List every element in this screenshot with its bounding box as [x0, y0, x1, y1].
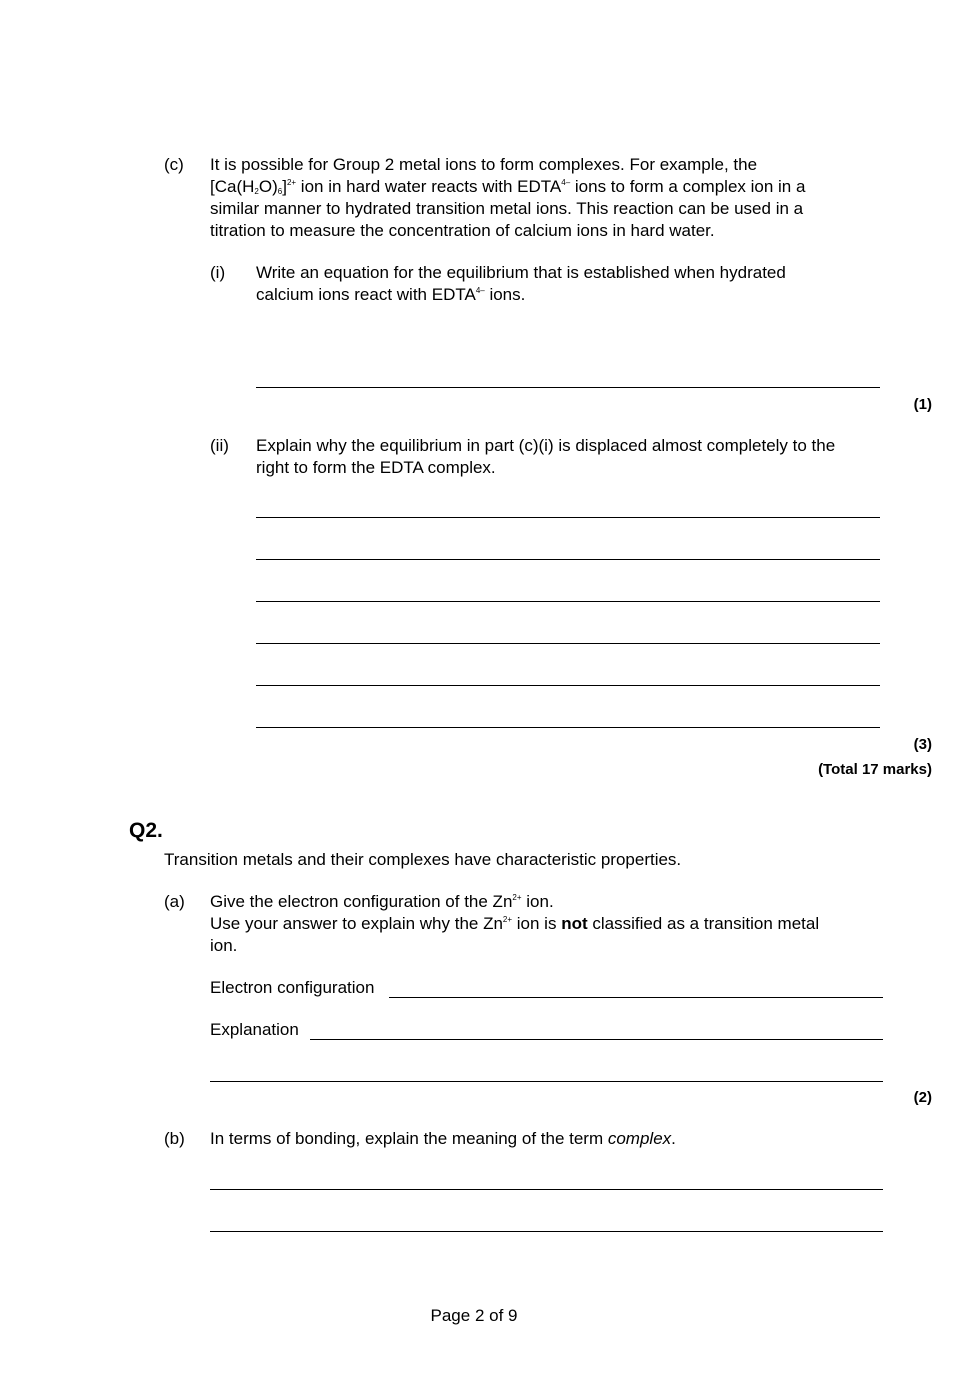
q1c-part-i-marks: (1) [913, 396, 932, 413]
q2a-explanation-answer-line[interactable] [310, 1039, 883, 1040]
page-number: Page 2 of 9 [430, 1306, 518, 1325]
q1c-part-i-answer-line[interactable] [256, 387, 880, 388]
q2b-answer-line[interactable] [210, 1231, 883, 1232]
q1-total-marks: (Total 17 marks) [818, 761, 932, 778]
q2a-electron-config-answer-line[interactable] [389, 997, 883, 998]
q2-title: Q2. [129, 819, 163, 842]
q2a-line-2: Use your answer to explain why the $Zn^{2+}$ ion is not classified as a transition metal [210, 914, 820, 933]
q2a-line-1: Give the electron configuration of the $Zn^{2+}$ ion. [210, 892, 554, 911]
q1c-part-ii-line-1: Explain why the equilibrium in part (c)(i) is displaced almost completely to the [256, 436, 836, 455]
q1c-part-i-line-1: Write an equation for the equilibrium that is established when hydrated [256, 263, 786, 282]
q1c-part-ii-answer-line[interactable] [256, 559, 880, 560]
q2a-marks: (2) [913, 1089, 932, 1106]
q1c-intro-line-3: similar manner to hydrated transition metal ions. This reaction can be used in a [210, 199, 804, 218]
q2b-question: In terms of bonding, explain the meaning of the term complex. [210, 1129, 676, 1148]
q2a-line-3: ion. [210, 936, 238, 955]
q1c-part-ii-marks: (3) [913, 736, 932, 753]
q1c-part-ii-answer-line[interactable] [256, 685, 880, 686]
q1c-intro-line-1: It is possible for Group 2 metal ions to form complexes. For example, the [210, 155, 758, 174]
q1c-intro-line-4: titration to measure the concentration of calcium ions in hard water. [210, 221, 715, 240]
q1c-part-ii-label: (ii) [210, 436, 229, 455]
q2a-label: (a) [164, 892, 185, 911]
q2b-answer-line[interactable] [210, 1189, 883, 1190]
q2-intro: Transition metals and their complexes have characteristic properties. [164, 850, 682, 869]
q1c-intro-line-2: $[Ca(H_2O)_6]^{2+}$ ion in hard water reacts with $EDTA^{4-}$ ions to form a complex ion in a [210, 177, 806, 196]
q1c-label: (c) [164, 155, 184, 174]
q1c-part-ii-line-2: right to form the EDTA complex. [256, 458, 496, 477]
q2b-label: (b) [164, 1129, 185, 1148]
q1c-part-ii-answer-line[interactable] [256, 601, 880, 602]
q1c-part-ii-answer-line[interactable] [256, 727, 880, 728]
q2a-explanation-answer-line[interactable] [210, 1081, 883, 1082]
q1c-part-i-label: (i) [210, 263, 226, 282]
q2a-electron-config-label: Electron configuration [210, 978, 375, 997]
q1c-part-ii-answer-line[interactable] [256, 643, 880, 644]
q1c-part-i-line-2: calcium ions react with $EDTA^{4-}$ ions. [256, 285, 526, 304]
q2a-explanation-label: Explanation [210, 1020, 299, 1039]
q1c-part-ii-answer-line[interactable] [256, 517, 880, 518]
